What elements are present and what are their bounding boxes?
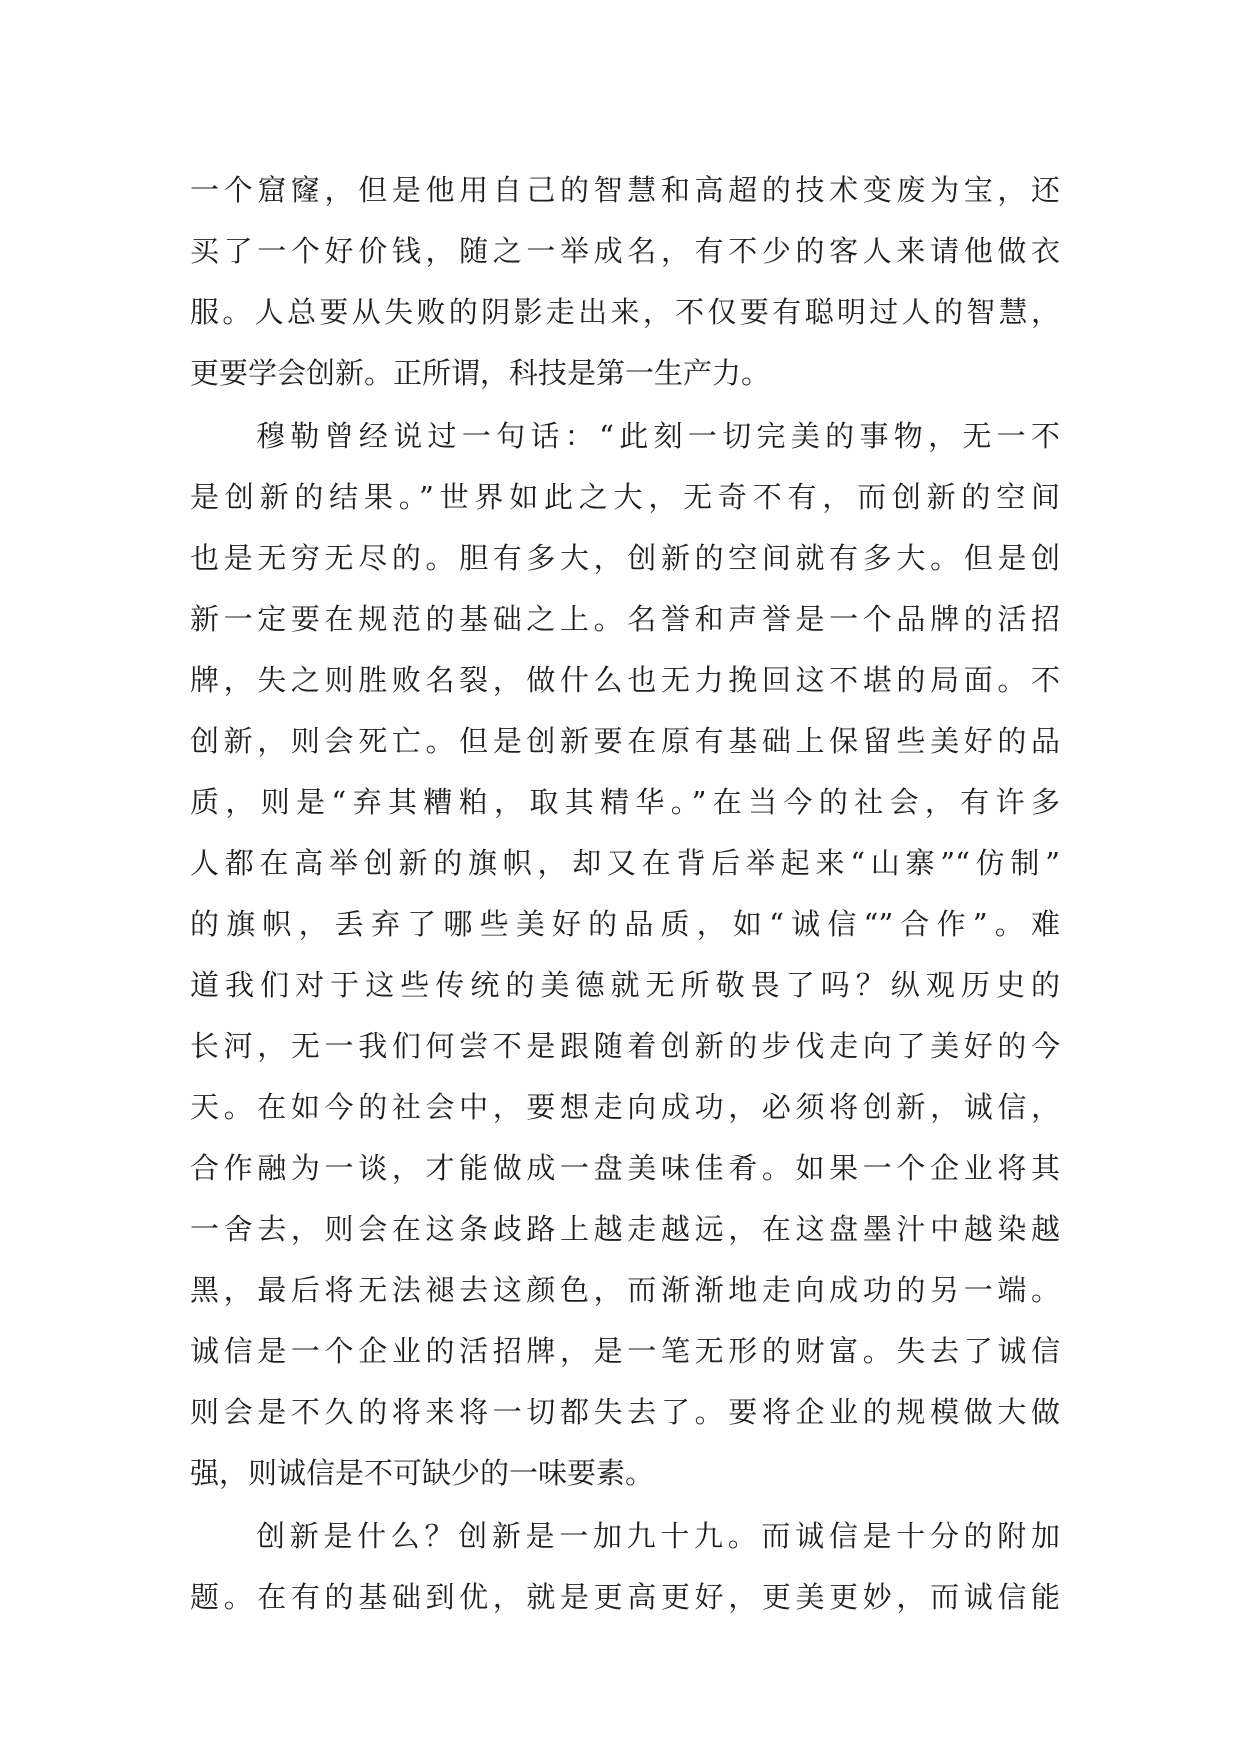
text-line: 诚信是一个企业的活招牌，是一笔无形的财富。失去了诚信 [190, 1334, 1060, 1368]
paragraph-2 [190, 406, 1060, 1504]
text-line: 人都在高举创新的旗帜，却又在背后举起来“山寨”“仿制” [190, 846, 1060, 880]
text-line: 牌，失之则胜败名裂，做什么也无力挽回这不堪的局面。不 [190, 663, 1060, 697]
text-line: 一舍去，则会在这条歧路上越走越远，在这盘墨汁中越染越 [190, 1212, 1060, 1246]
paragraph-3 [190, 1506, 1060, 1628]
text-line: 合作融为一谈，才能做成一盘美味佳肴。如果一个企业将其 [190, 1151, 1060, 1185]
text-line: 天。在如今的社会中，要想走向成功，必须将创新，诚信， [190, 1090, 1060, 1124]
text-line: 一个窟窿，但是他用自己的智慧和高超的技术变废为宝，还 [190, 173, 1060, 207]
text-line: 创新是什么？创新是一加九十九。而诚信是十分的附加 [256, 1519, 1060, 1553]
text-line: 则会是不久的将来将一切都失去了。要将企业的规模做大做 [190, 1395, 1060, 1429]
document-body [190, 160, 1060, 1628]
text-line: 创新，则会死亡。但是创新要在原有基础上保留些美好的品 [190, 724, 1060, 758]
text-line: 长河，无一我们何尝不是跟随着创新的步伐走向了美好的今 [190, 1029, 1060, 1063]
text-line: 黑，最后将无法褪去这颜色，而渐渐地走向成功的另一端。 [190, 1273, 1060, 1307]
text-line: 服。人总要从失败的阴影走出来，不仅要有聪明过人的智慧， [190, 295, 1060, 329]
text-line: 道我们对于这些传统的美德就无所敬畏了吗？纵观历史的 [190, 968, 1060, 1002]
text-line: 强，则诚信是不可缺少的一味要素。 [190, 1456, 655, 1490]
text-line: 是创新的结果。”世界如此之大，无奇不有，而创新的空间 [190, 480, 1060, 514]
text-line: 质，则是“弃其糟粕，取其精华。”在当今的社会，有许多 [190, 785, 1060, 819]
paragraph-1 [190, 160, 1060, 404]
text-line: 题。在有的基础到优，就是更高更好，更美更妙，而诚信能 [190, 1580, 1060, 1614]
text-line: 更要学会创新。正所谓，科技是第一生产力。 [190, 356, 771, 390]
text-line: 穆勒曾经说过一句话：“此刻一切完美的事物，无一不 [256, 419, 1060, 453]
text-line: 买了一个好价钱，随之一举成名，有不少的客人来请他做衣 [190, 234, 1060, 268]
text-line: 新一定要在规范的基础之上。名誉和声誉是一个品牌的活招 [190, 602, 1060, 636]
text-line: 也是无穷无尽的。胆有多大，创新的空间就有多大。但是创 [190, 541, 1060, 575]
text-line: 的旗帜，丢弃了哪些美好的品质，如“诚信“”合作”。难 [190, 907, 1060, 941]
